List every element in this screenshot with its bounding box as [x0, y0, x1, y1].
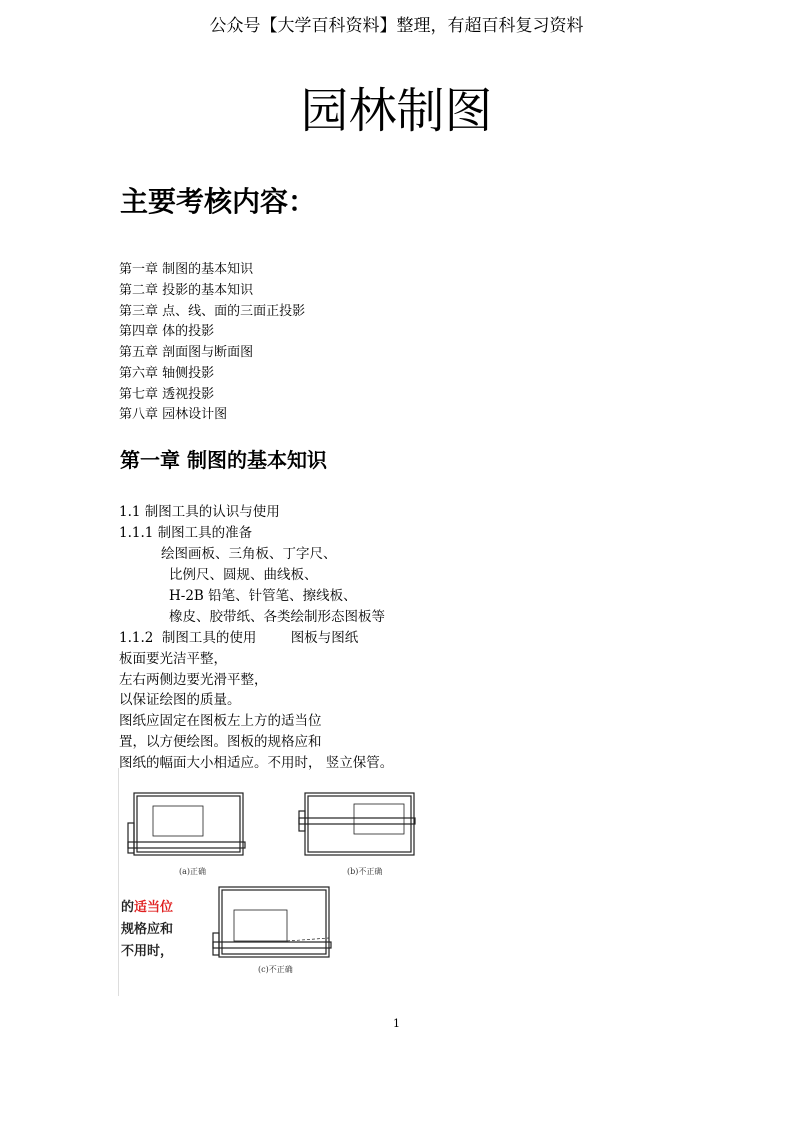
- body-line: H-2B 铅笔、针管笔、擦线板、: [169, 588, 357, 604]
- section-heading: 1.1.1 制图工具的准备: [119, 525, 253, 541]
- section-heading: 1.1.2 制图工具的使用 图板与图纸: [119, 630, 359, 646]
- body-line: 绘图画板、三角板、丁字尺、: [161, 546, 337, 562]
- toc-item: 第四章 体的投影: [119, 324, 215, 339]
- section-heading: 1.1 制图工具的认识与使用: [119, 504, 280, 520]
- toc-item: 第六章 轴侧投影: [119, 366, 215, 381]
- page-number: 1: [393, 1017, 400, 1030]
- page-header: 公众号【大学百科资料】整理，有超百科复习资料: [209, 16, 584, 36]
- toc-item: 第一章 制图的基本知识: [119, 262, 254, 277]
- toc-item: 第七章 透视投影: [119, 387, 215, 402]
- caption-a: (a)正确: [179, 867, 207, 876]
- caption-c: (c)不正确: [258, 965, 293, 974]
- document-title: 园林制图: [300, 83, 493, 139]
- body-line: 置，以方便绘图。图板的规格应和: [119, 734, 322, 750]
- toc-item: 第八章 园林设计图: [119, 407, 228, 422]
- side-text: 规格应和: [121, 922, 174, 937]
- chapter-heading: 第一章 制图的基本知识: [120, 448, 327, 472]
- caption-b: (b)不正确: [347, 867, 383, 876]
- section-subtitle: 主要考核内容：: [120, 185, 317, 218]
- body-line: 左右两侧边要光滑平整，: [119, 672, 268, 688]
- body-line: 图纸的幅面大小相适应。不用时， 竖立保管。: [119, 755, 394, 771]
- toc-item: 第三章 点、线、面的三面正投影: [119, 304, 306, 319]
- side-text-highlight: 适当位: [134, 900, 174, 915]
- body-line: 以保证绘图的质量。: [119, 692, 241, 708]
- body-line: 橡皮、胶带纸、各类绘制形态图板等: [169, 609, 385, 625]
- side-text: 的: [121, 900, 135, 915]
- body-line: 图纸应固定在图板左上方的适当位: [119, 713, 322, 729]
- side-text: 不用时，: [121, 944, 174, 959]
- body-line: 比例尺、圆规、曲线板、: [169, 567, 318, 583]
- toc-item: 第二章 投影的基本知识: [119, 283, 254, 298]
- body-line: 板面要光洁平整，: [119, 651, 227, 667]
- toc-item: 第五章 剖面图与断面图: [119, 345, 254, 360]
- drawing-board-diagram: [119, 768, 419, 996]
- drawing-board-figure: [118, 768, 419, 996]
